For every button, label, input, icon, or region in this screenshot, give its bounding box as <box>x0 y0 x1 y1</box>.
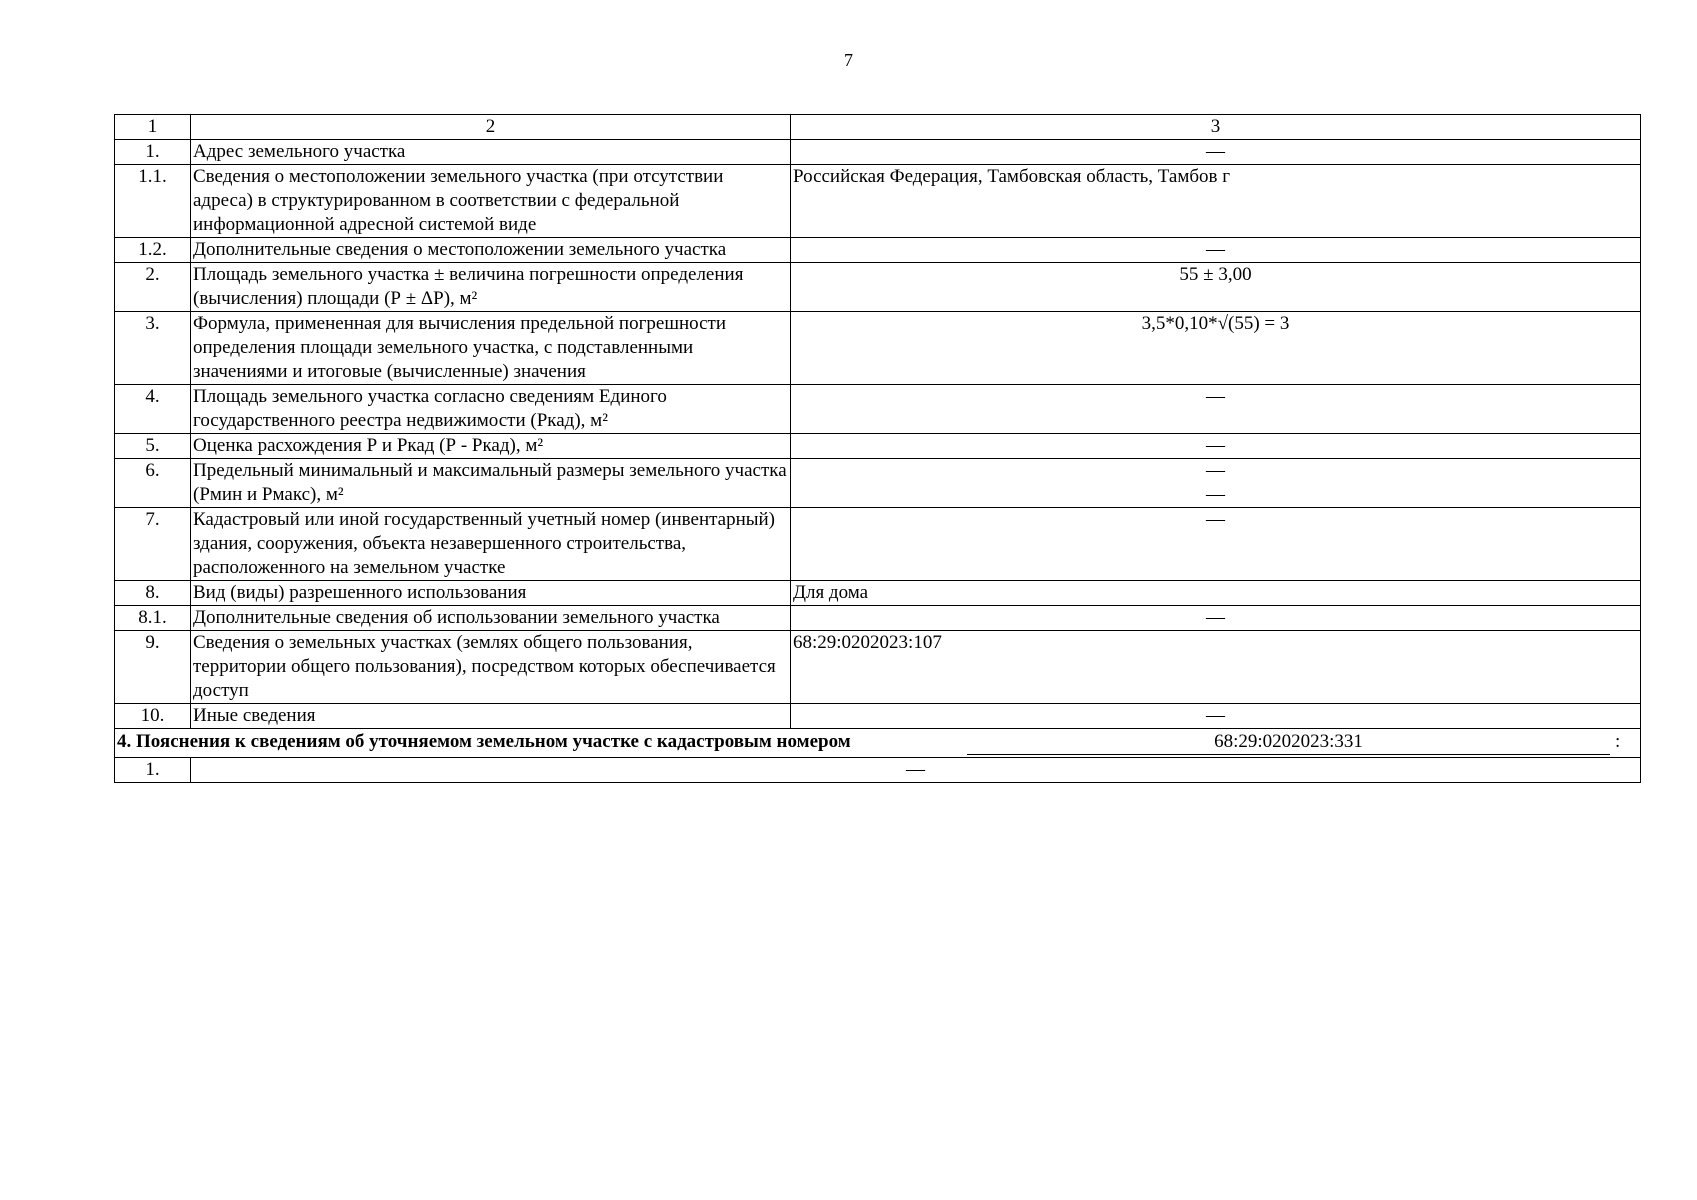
row-value: 55 ± 3,00 <box>791 263 1641 312</box>
cadastral-number: 68:29:0202023:331 <box>967 730 1610 755</box>
table-row <box>115 312 1641 385</box>
land-plot-info-table <box>114 114 1641 783</box>
row-number: 4. <box>115 385 191 434</box>
row-number: 1. <box>115 758 191 783</box>
row-label: Кадастровый или иной государственный учетный номер (инвентарный) здания, сооружения, объекта незавершенного строительства, расположенного на земельном участке <box>191 508 791 581</box>
row-label: Дополнительные сведения о местоположении земельного участка <box>191 238 791 263</box>
header-col-1: 1 <box>115 115 191 140</box>
row-label: Площадь земельного участка ± величина погрешности определения (вычисления) площади (Р ± ΔР), м² <box>191 263 791 312</box>
row-value: 68:29:0202023:107 <box>791 631 1641 704</box>
row-value: Российская Федерация, Тамбовская область, Тамбов г <box>791 165 1641 238</box>
section-4-colon: : <box>1615 731 1621 752</box>
row-number: 5. <box>115 434 191 459</box>
row-value: — <box>791 238 1641 263</box>
row-value: — <box>791 606 1641 631</box>
row-label: Формула, примененная для вычисления предельной погрешности определения площади земельного участка, с подставленными значениями и итоговые (вычисленные) значения <box>191 312 791 385</box>
row-value: — <box>191 758 1641 783</box>
row-label: Площадь земельного участка согласно сведениям Единого государственного реестра недвижимости (Ркад), м² <box>191 385 791 434</box>
row-value: — <box>791 704 1641 729</box>
table-header-row <box>115 115 1641 140</box>
table-row <box>115 606 1641 631</box>
section-4-header-row <box>115 729 1641 758</box>
row-number: 1. <box>115 140 191 165</box>
row-number: 3. <box>115 312 191 385</box>
page-number: 7 <box>844 50 853 70</box>
table-row <box>115 704 1641 729</box>
section-4-header <box>115 729 1641 758</box>
row-number: 8. <box>115 581 191 606</box>
table-row <box>115 581 1641 606</box>
row-label: Сведения о земельных участках (землях общего пользования, территории общего пользования), посредством которых обеспечивается доступ <box>191 631 791 704</box>
table-row <box>115 459 1641 508</box>
table-row <box>115 263 1641 312</box>
row-value: — <box>791 434 1641 459</box>
max-size-value: — <box>1206 484 1225 505</box>
row-label: Адрес земельного участка <box>191 140 791 165</box>
row-label: Вид (виды) разрешенного использования <box>191 581 791 606</box>
table-row <box>115 385 1641 434</box>
table-row <box>115 434 1641 459</box>
row-number: 10. <box>115 704 191 729</box>
row-label: Дополнительные сведения об использовании земельного участка <box>191 606 791 631</box>
row-number: 8.1. <box>115 606 191 631</box>
table-row <box>115 140 1641 165</box>
row-label: Сведения о местоположении земельного участка (при отсутствии адреса) в структурированном в соответствии с федеральной информационной адресной системой виде <box>191 165 791 238</box>
row-value: Для дома <box>791 581 1641 606</box>
min-size-value: — <box>1206 460 1225 481</box>
table-row <box>115 631 1641 704</box>
table-row <box>115 508 1641 581</box>
row-number: 1.1. <box>115 165 191 238</box>
row-value: 3,5*0,10*√(55) = 3 <box>791 312 1641 385</box>
row-number: 7. <box>115 508 191 581</box>
header-col-2: 2 <box>191 115 791 140</box>
row-label: Иные сведения <box>191 704 791 729</box>
row-number: 9. <box>115 631 191 704</box>
row-value: — <box>791 140 1641 165</box>
row-value: — <box>791 385 1641 434</box>
table-row <box>115 165 1641 238</box>
row-number: 1.2. <box>115 238 191 263</box>
table-row <box>115 238 1641 263</box>
row-label: Предельный минимальный и максимальный размеры земельного участка (Рмин и Рмакс), м² <box>191 459 791 508</box>
row-number: 6. <box>115 459 191 508</box>
header-col-3: 3 <box>791 115 1641 140</box>
row-number: 2. <box>115 263 191 312</box>
row-value: — <box>791 508 1641 581</box>
row-label: Оценка расхождения Р и Ркад (Р - Ркад), м² <box>191 434 791 459</box>
table-row <box>115 758 1641 783</box>
row-value <box>791 459 1641 508</box>
section-4-title: 4. Пояснения к сведениям об уточняемом земельном участке с кадастровым номером <box>117 731 851 752</box>
